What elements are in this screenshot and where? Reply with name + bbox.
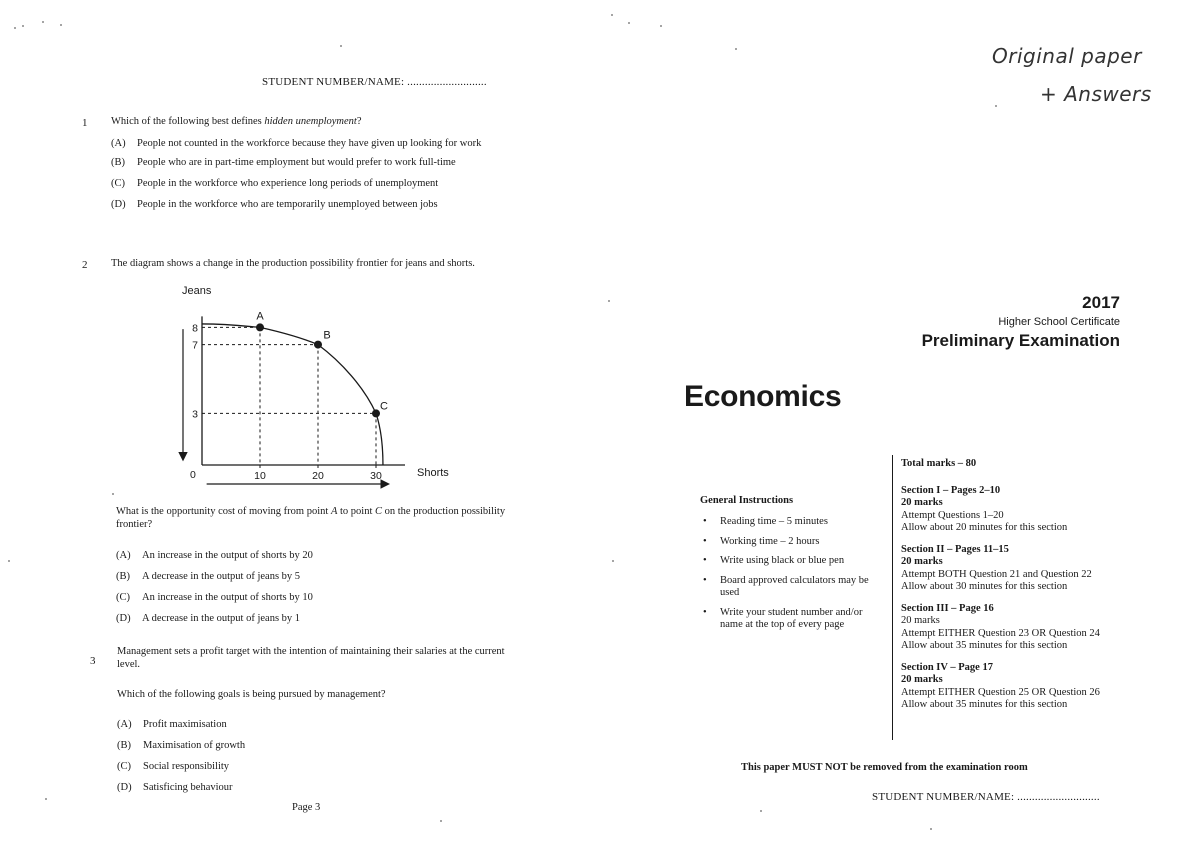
q3-option-c[interactable]: (C) Social responsibility	[117, 761, 230, 772]
question-1-number: 1	[82, 117, 88, 129]
x-tick-label: 10	[254, 470, 266, 482]
subject-title: Economics	[684, 380, 842, 413]
instruction-item: • Board approved calculators may be used	[703, 574, 869, 598]
question-3-number: 3	[90, 655, 96, 667]
x-tick-label: 20	[312, 470, 324, 482]
ppf-chart	[165, 280, 465, 490]
ppf-point-label: A	[256, 310, 264, 323]
question-3-options	[117, 718, 517, 794]
general-instructions-title: General Instructions	[700, 495, 794, 506]
ppf-point-label: B	[323, 329, 331, 342]
q2-option-c[interactable]: (C) An increase in the output of shorts by 10	[116, 592, 313, 603]
q3-option-a[interactable]: (A) Profit maximisation	[117, 719, 227, 730]
exam-year: 2017	[1082, 293, 1120, 312]
q3-option-d[interactable]: (D) Satisficing behaviour	[117, 782, 233, 793]
ppf-curve-path	[202, 324, 383, 465]
section-divider-line	[892, 455, 893, 740]
student-number-header: STUDENT NUMBER/NAME: ...........................	[262, 76, 487, 88]
question-3-text: Management sets a profit target with the intention of maintaining their salaries at the current level.	[117, 646, 505, 670]
question-2-number: 2	[82, 259, 88, 271]
instruction-item: • Write using black or blue pen	[703, 555, 845, 566]
handwritten-note-line1: Original paper	[992, 44, 1142, 68]
q3-option-b[interactable]: (B) Maximisation of growth	[117, 740, 246, 751]
q2-option-d[interactable]: (D) A decrease in the output of jeans by 1	[116, 613, 301, 624]
ppf-point-label: C	[380, 400, 388, 413]
chart-axes	[183, 316, 405, 484]
sections-column	[901, 458, 1161, 721]
y-tick-label: 3	[192, 408, 198, 421]
ppf-point-c	[372, 409, 380, 417]
question-2-options	[116, 549, 516, 625]
q1-option-c[interactable]: (C) People in the workforce who experience long periods of unemployment	[111, 178, 439, 189]
section-3-block: Section III – Page 16 20 marks Attempt EITHER Question 23 OR Question 24 Allow about 35 minutes for this section	[901, 602, 1100, 651]
origin-label: 0	[190, 469, 196, 481]
section-4-block: Section IV – Page 17 20 marks Attempt EITHER Question 25 OR Question 26 Allow about 35 minutes for this section	[901, 661, 1100, 710]
instruction-item: • Reading time – 5 minutes	[703, 516, 828, 527]
instruction-item: • Write your student number and/or name at the top of every page	[703, 606, 863, 630]
question-1-text: Which of the following best defines hidden unemployment?	[111, 116, 362, 127]
chart-ticks	[192, 322, 382, 482]
x-tick-label: 30	[370, 470, 382, 482]
page-number: Page 3	[292, 802, 321, 813]
ppf-points	[256, 310, 388, 417]
question-3-sub: Which of the following goals is being pursued by management?	[117, 689, 386, 700]
question-2-prompt: What is the opportunity cost of moving from point A to point C on the production possibility frontier?	[116, 506, 506, 530]
x-axis-label: Shorts	[417, 467, 449, 479]
certificate-title: Higher School Certificate	[998, 316, 1120, 328]
y-tick-label: 7	[192, 339, 198, 352]
section-2-block: Section II – Pages 11–15 20 marks Attempt BOTH Question 21 and Question 22 Allow about 30 minutes for this section	[901, 543, 1092, 592]
total-marks: Total marks – 80	[901, 458, 977, 469]
question-1-options	[111, 137, 521, 211]
q2-option-a[interactable]: (A) An increase in the output of shorts by 20	[116, 550, 313, 561]
ppf-point-b	[314, 341, 322, 349]
handwritten-note-line2: + Answers	[1040, 82, 1152, 106]
student-number-footer: STUDENT NUMBER/NAME: ............................	[872, 791, 1100, 803]
q2-option-b[interactable]: (B) A decrease in the output of jeans by 5	[116, 571, 301, 582]
instruction-item: • Working time – 2 hours	[703, 535, 820, 547]
section-1-block: Section I – Pages 2–10 20 marks Attempt Questions 1–20 Allow about 20 minutes for this section	[901, 484, 1068, 533]
ppf-curve	[202, 324, 383, 465]
general-instructions-list	[700, 516, 886, 639]
ppf-point-a	[256, 323, 264, 331]
question-2-text: The diagram shows a change in the production possibility frontier for jeans and shorts.	[111, 258, 475, 269]
q1-option-b[interactable]: (B) People who are in part-time employment but would prefer to work full-time	[111, 157, 456, 168]
q1-option-d[interactable]: (D) People in the workforce who are temporarily unemployed between jobs	[111, 199, 438, 210]
exam-room-warning: This paper MUST NOT be removed from the examination room	[741, 762, 1028, 773]
q1-option-a[interactable]: (A) People not counted in the workforce because they have given up looking for work	[111, 138, 482, 149]
y-axis-label: Jeans	[182, 285, 212, 297]
y-tick-label: 8	[192, 322, 198, 335]
exam-title: Preliminary Examination	[921, 331, 1120, 350]
